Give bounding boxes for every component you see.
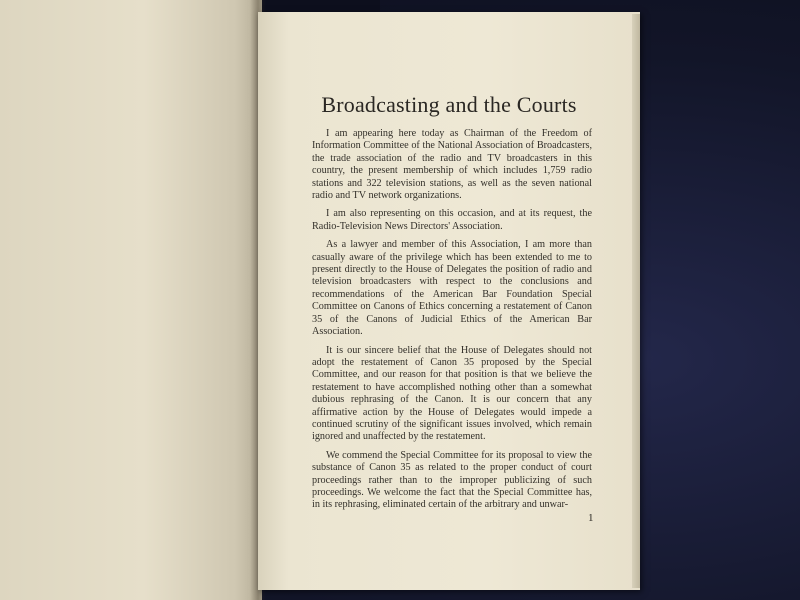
paragraph-2: I am also representing on this occasion, and at its request, the Radio-Television News Directors' Association. [312, 208, 592, 232]
paragraph-3: As a lawyer and member of this Association, I am more than casually aware of the privilege which has been extended to me to present directly to the House of Delegates the position of radio and television broadcasters with respect to the conclusions and recommendations of the American Bar Foundation Special Committee on Canons of Ethics concerning a restatement of Canon 35 of the Canons of Judicial Ethics of the American Bar Association. [312, 239, 592, 338]
paragraph-5: We commend the Special Committee for its proposal to view the substance of Canon 35 as related to the proper conduct of court proceedings rather than to the improper publicizing of such proceedings. We welcome the fact that the Special Committee has, in its rephrasing, eliminated certain of the arbitrary and unwar- [312, 449, 592, 511]
left-page [0, 0, 262, 600]
body-text [312, 128, 592, 518]
paragraph-4: It is our sincere belief that the House of Delegates should not adopt the restatement of Canon 35 proposed by the Special Committee, and our reason for that position is that we believe the restatement to have accomplished nothing other than a somewhat dubious rephrasing of the Canon. It is our concern that any affirmative action by the House of Delegates would impede a continued scrutiny of the significant issues involved, which remain ignored and unaffected by the restatement. [312, 344, 592, 443]
paragraph-1: I am appearing here today as Chairman of the Freedom of Information Committee of the National Association of Broadcasters, the trade association of the radio and TV broadcasters in this country, the present membership of which includes 1,759 radio stations and 322 television stations, as well as the seven national radio and TV network organizations. [312, 128, 592, 202]
page-title: Broadcasting and the Courts [321, 92, 577, 117]
page-number: 1 [588, 512, 594, 524]
